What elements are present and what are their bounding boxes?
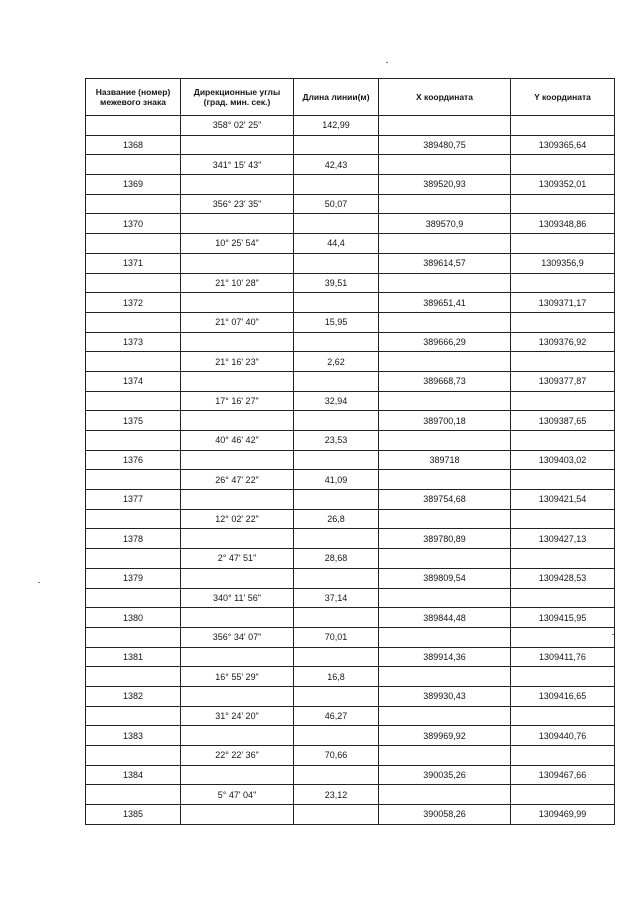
point-y: 1309403,02 <box>511 450 615 470</box>
segment-name-cell <box>86 352 181 372</box>
segment-name-cell <box>86 116 181 136</box>
segment-row <box>86 667 615 687</box>
coordinates-table <box>85 78 615 825</box>
point-length-cell <box>294 135 379 155</box>
segment-row <box>86 549 615 569</box>
table-body <box>86 116 615 825</box>
point-y: 1309371,17 <box>511 293 615 313</box>
segment-angle: 21° 10' 28" <box>181 273 294 293</box>
segment-x-cell <box>379 785 511 805</box>
point-x: 389844,48 <box>379 608 511 628</box>
table-header <box>86 79 615 116</box>
segment-row <box>86 155 615 175</box>
segment-row <box>86 746 615 766</box>
segment-y-cell <box>511 746 615 766</box>
point-y: 1309377,87 <box>511 371 615 391</box>
segment-length: 39,51 <box>294 273 379 293</box>
point-row <box>86 608 615 628</box>
segment-length: 15,95 <box>294 312 379 332</box>
segment-length: 70,66 <box>294 746 379 766</box>
segment-angle: 31° 24' 20" <box>181 706 294 726</box>
point-name: 1376 <box>86 450 181 470</box>
segment-angle: 5° 47' 04" <box>181 785 294 805</box>
segment-x-cell <box>379 470 511 490</box>
header-row <box>86 79 615 116</box>
point-row <box>86 529 615 549</box>
point-x: 389651,41 <box>379 293 511 313</box>
segment-x-cell <box>379 509 511 529</box>
point-length-cell <box>294 332 379 352</box>
segment-x-cell <box>379 667 511 687</box>
segment-row <box>86 785 615 805</box>
segment-length: 70,01 <box>294 627 379 647</box>
segment-angle: 340° 11' 56" <box>181 588 294 608</box>
header-y: Y координата <box>511 79 615 116</box>
point-angle-cell <box>181 568 294 588</box>
segment-x-cell <box>379 312 511 332</box>
segment-x-cell <box>379 352 511 372</box>
segment-angle: 356° 34' 07" <box>181 627 294 647</box>
point-name: 1381 <box>86 647 181 667</box>
segment-length: 23,12 <box>294 785 379 805</box>
point-length-cell <box>294 765 379 785</box>
point-name: 1374 <box>86 371 181 391</box>
point-y: 1309415,95 <box>511 608 615 628</box>
segment-y-cell <box>511 785 615 805</box>
point-row <box>86 253 615 273</box>
segment-x-cell <box>379 549 511 569</box>
header-x: X координата <box>379 79 511 116</box>
point-name: 1371 <box>86 253 181 273</box>
point-row <box>86 411 615 431</box>
segment-name-cell <box>86 627 181 647</box>
segment-row <box>86 509 615 529</box>
segment-length: 28,68 <box>294 549 379 569</box>
point-y: 1309356,9 <box>511 253 615 273</box>
point-row <box>86 293 615 313</box>
point-angle-cell <box>181 371 294 391</box>
segment-angle: 2° 47' 51" <box>181 549 294 569</box>
point-angle-cell <box>181 805 294 825</box>
point-y: 1309467,66 <box>511 765 615 785</box>
point-row <box>86 686 615 706</box>
segment-row <box>86 352 615 372</box>
segment-y-cell <box>511 509 615 529</box>
header-angle: Дирекционные углы (град. мин. сек.) <box>181 79 294 116</box>
segment-x-cell <box>379 194 511 214</box>
scan-speck <box>386 62 388 63</box>
segment-x-cell <box>379 746 511 766</box>
segment-length: 23,53 <box>294 431 379 451</box>
point-name: 1384 <box>86 765 181 785</box>
point-row <box>86 175 615 195</box>
point-length-cell <box>294 686 379 706</box>
segment-name-cell <box>86 312 181 332</box>
point-y: 1309352,01 <box>511 175 615 195</box>
segment-name-cell <box>86 431 181 451</box>
segment-y-cell <box>511 155 615 175</box>
segment-x-cell <box>379 155 511 175</box>
segment-y-cell <box>511 706 615 726</box>
segment-row <box>86 116 615 136</box>
segment-angle: 10° 25' 54" <box>181 234 294 254</box>
segment-y-cell <box>511 588 615 608</box>
segment-length: 41,09 <box>294 470 379 490</box>
segment-name-cell <box>86 155 181 175</box>
segment-x-cell <box>379 706 511 726</box>
segment-name-cell <box>86 273 181 293</box>
point-angle-cell <box>181 135 294 155</box>
point-name: 1372 <box>86 293 181 313</box>
segment-name-cell <box>86 509 181 529</box>
segment-row <box>86 273 615 293</box>
segment-angle: 12° 02' 22" <box>181 509 294 529</box>
point-x: 389570,9 <box>379 214 511 234</box>
segment-name-cell <box>86 391 181 411</box>
point-name: 1380 <box>86 608 181 628</box>
segment-name-cell <box>86 470 181 490</box>
segment-length: 142,99 <box>294 116 379 136</box>
segment-length: 16,8 <box>294 667 379 687</box>
point-x: 389754,68 <box>379 490 511 510</box>
segment-y-cell <box>511 352 615 372</box>
segment-y-cell <box>511 273 615 293</box>
segment-y-cell <box>511 667 615 687</box>
point-length-cell <box>294 647 379 667</box>
point-x: 390058,26 <box>379 805 511 825</box>
segment-y-cell <box>511 194 615 214</box>
point-y: 1309387,65 <box>511 411 615 431</box>
segment-length: 44,4 <box>294 234 379 254</box>
point-y: 1309348,86 <box>511 214 615 234</box>
point-y: 1309365,64 <box>511 135 615 155</box>
segment-angle: 26° 47' 22" <box>181 470 294 490</box>
segment-name-cell <box>86 706 181 726</box>
point-y: 1309416,65 <box>511 686 615 706</box>
segment-row <box>86 431 615 451</box>
point-row <box>86 450 615 470</box>
segment-angle: 21° 07' 40" <box>181 312 294 332</box>
point-angle-cell <box>181 175 294 195</box>
scan-speck <box>612 634 614 635</box>
point-angle-cell <box>181 765 294 785</box>
point-length-cell <box>294 568 379 588</box>
segment-angle: 40° 46' 42" <box>181 431 294 451</box>
segment-angle: 21° 16' 23" <box>181 352 294 372</box>
segment-x-cell <box>379 234 511 254</box>
point-x: 389668,73 <box>379 371 511 391</box>
point-angle-cell <box>181 490 294 510</box>
segment-angle: 17° 16' 27" <box>181 391 294 411</box>
point-x: 390035,26 <box>379 765 511 785</box>
point-length-cell <box>294 805 379 825</box>
point-length-cell <box>294 608 379 628</box>
point-x: 389914,36 <box>379 647 511 667</box>
point-x: 389520,93 <box>379 175 511 195</box>
point-angle-cell <box>181 529 294 549</box>
point-row <box>86 765 615 785</box>
segment-y-cell <box>511 431 615 451</box>
segment-angle: 356° 23' 35" <box>181 194 294 214</box>
segment-length: 2,62 <box>294 352 379 372</box>
segment-name-cell <box>86 667 181 687</box>
segment-name-cell <box>86 194 181 214</box>
segment-row <box>86 234 615 254</box>
segment-row <box>86 312 615 332</box>
point-y: 1309376,92 <box>511 332 615 352</box>
point-x: 389666,29 <box>379 332 511 352</box>
segment-row <box>86 706 615 726</box>
point-x: 389969,92 <box>379 726 511 746</box>
segment-row <box>86 627 615 647</box>
point-y: 1309411,76 <box>511 647 615 667</box>
segment-length: 42,43 <box>294 155 379 175</box>
segment-x-cell <box>379 627 511 647</box>
point-name: 1369 <box>86 175 181 195</box>
segment-row <box>86 391 615 411</box>
segment-row <box>86 588 615 608</box>
point-row <box>86 371 615 391</box>
point-row <box>86 568 615 588</box>
segment-x-cell <box>379 391 511 411</box>
point-x: 389718 <box>379 450 511 470</box>
point-name: 1373 <box>86 332 181 352</box>
point-name: 1378 <box>86 529 181 549</box>
point-length-cell <box>294 175 379 195</box>
segment-x-cell <box>379 431 511 451</box>
segment-length: 26,8 <box>294 509 379 529</box>
point-angle-cell <box>181 411 294 431</box>
point-name: 1370 <box>86 214 181 234</box>
point-length-cell <box>294 726 379 746</box>
segment-x-cell <box>379 588 511 608</box>
point-row <box>86 135 615 155</box>
point-length-cell <box>294 293 379 313</box>
segment-name-cell <box>86 785 181 805</box>
point-row <box>86 726 615 746</box>
point-x: 389614,57 <box>379 253 511 273</box>
point-name: 1385 <box>86 805 181 825</box>
segment-length: 32,94 <box>294 391 379 411</box>
point-name: 1368 <box>86 135 181 155</box>
segment-row <box>86 470 615 490</box>
point-y: 1309421,54 <box>511 490 615 510</box>
point-length-cell <box>294 490 379 510</box>
point-angle-cell <box>181 726 294 746</box>
segment-row <box>86 194 615 214</box>
point-x: 389480,75 <box>379 135 511 155</box>
segment-name-cell <box>86 588 181 608</box>
point-angle-cell <box>181 686 294 706</box>
point-angle-cell <box>181 214 294 234</box>
point-row <box>86 490 615 510</box>
point-angle-cell <box>181 608 294 628</box>
point-x: 389700,18 <box>379 411 511 431</box>
segment-angle: 16° 55' 29" <box>181 667 294 687</box>
point-length-cell <box>294 371 379 391</box>
point-length-cell <box>294 529 379 549</box>
segment-name-cell <box>86 746 181 766</box>
segment-length: 46,27 <box>294 706 379 726</box>
segment-y-cell <box>511 549 615 569</box>
point-x: 389780,89 <box>379 529 511 549</box>
point-name: 1383 <box>86 726 181 746</box>
point-y: 1309440,76 <box>511 726 615 746</box>
segment-length: 50,07 <box>294 194 379 214</box>
point-x: 389930,43 <box>379 686 511 706</box>
point-length-cell <box>294 214 379 234</box>
point-angle-cell <box>181 253 294 273</box>
point-row <box>86 647 615 667</box>
segment-x-cell <box>379 273 511 293</box>
segment-angle: 358° 02' 25" <box>181 116 294 136</box>
point-name: 1382 <box>86 686 181 706</box>
point-name: 1375 <box>86 411 181 431</box>
point-y: 1309427,13 <box>511 529 615 549</box>
segment-name-cell <box>86 234 181 254</box>
point-row <box>86 332 615 352</box>
point-angle-cell <box>181 293 294 313</box>
segment-angle: 22° 22' 36" <box>181 746 294 766</box>
point-row <box>86 805 615 825</box>
point-row <box>86 214 615 234</box>
segment-y-cell <box>511 116 615 136</box>
point-angle-cell <box>181 332 294 352</box>
segment-name-cell <box>86 549 181 569</box>
point-angle-cell <box>181 647 294 667</box>
segment-y-cell <box>511 470 615 490</box>
header-length: Длина линии(м) <box>294 79 379 116</box>
point-y: 1309469,99 <box>511 805 615 825</box>
segment-angle: 341° 15' 43" <box>181 155 294 175</box>
point-length-cell <box>294 411 379 431</box>
segment-x-cell <box>379 116 511 136</box>
point-name: 1379 <box>86 568 181 588</box>
segment-y-cell <box>511 391 615 411</box>
point-length-cell <box>294 253 379 273</box>
segment-y-cell <box>511 234 615 254</box>
point-y: 1309428,53 <box>511 568 615 588</box>
scan-speck <box>38 582 40 583</box>
point-x: 389809,54 <box>379 568 511 588</box>
header-name: Название (номер) межевого знака <box>86 79 181 116</box>
segment-y-cell <box>511 627 615 647</box>
point-name: 1377 <box>86 490 181 510</box>
segment-length: 37,14 <box>294 588 379 608</box>
segment-y-cell <box>511 312 615 332</box>
point-length-cell <box>294 450 379 470</box>
point-angle-cell <box>181 450 294 470</box>
